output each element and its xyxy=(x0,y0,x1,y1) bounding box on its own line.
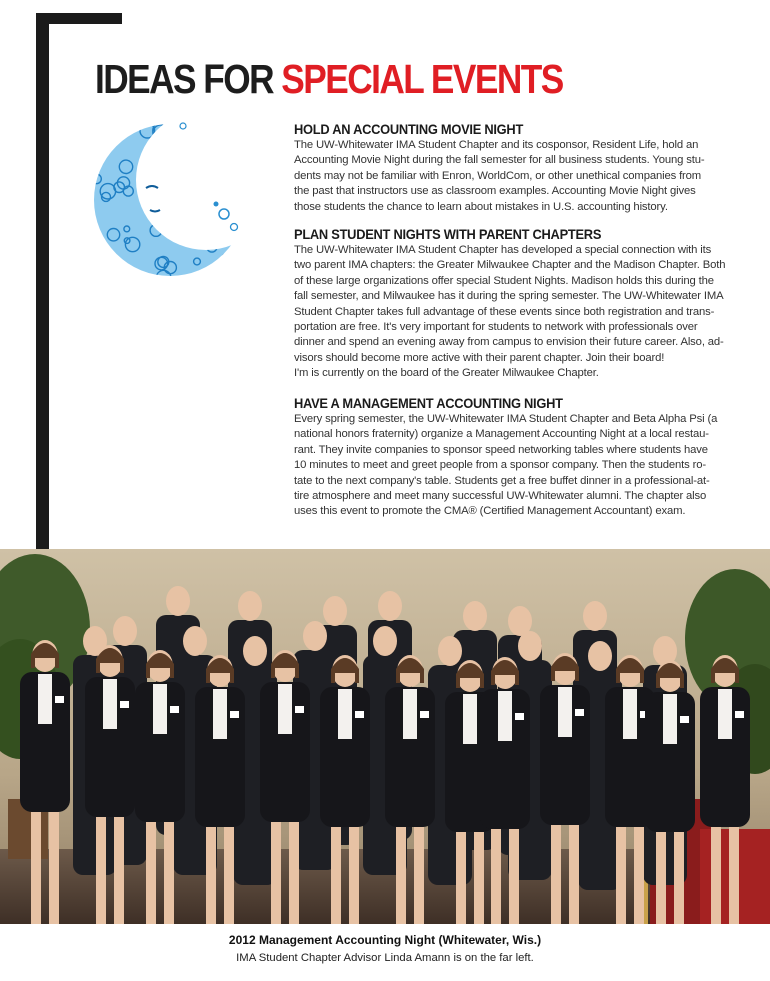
article-heading: HOLD AN ACCOUNTING MOVIE NIGHT xyxy=(294,121,524,137)
page-bracket-horizontal xyxy=(36,13,122,24)
article-student-nights xyxy=(294,226,754,382)
body-line: uses this event to promote the CMA® (Certified Management Accountant) exam. xyxy=(294,505,686,518)
article-body xyxy=(294,138,754,215)
group-photo xyxy=(0,549,770,924)
article-management-accounting-night xyxy=(294,395,754,520)
body-line: The UW-Whitewater IMA Student Chapter has developed a special connection with its xyxy=(294,244,712,256)
article-heading: HAVE A MANAGEMENT ACCOUNTING NIGHT xyxy=(294,395,563,411)
body-line: Accounting Movie Night during the fall semester for all business students. Young stu- xyxy=(294,154,705,167)
body-line: national honors fraternity) organize a Management Accounting Night at a local restau- xyxy=(294,428,709,441)
article-body xyxy=(294,243,754,382)
article-heading: PLAN STUDENT NIGHTS WITH PARENT CHAPTERS xyxy=(294,226,602,242)
body-line: The UW-Whitewater IMA Student Chapter and its cosponsor, Resident Life, hold an xyxy=(294,139,699,151)
body-line: those students the chance to learn about mistakes in U.S. accounting history. xyxy=(294,200,668,213)
body-line: dinner and spend an evening away from campus to envision their future career. Also, ad- xyxy=(294,336,724,349)
body-line: Student Chapter takes full advantage of these events since both registration and trans- xyxy=(294,305,715,318)
body-line: of these large organizations offer special Student Nights. Madison holds this during the xyxy=(294,274,714,287)
page-title xyxy=(95,56,563,102)
crescent-moon-illustration xyxy=(88,118,253,283)
title-part-1: IDEAS FOR xyxy=(95,56,282,102)
article-body xyxy=(294,412,754,520)
body-line: visors should become more active with their parent chapter. Join their board! xyxy=(294,351,665,364)
title-part-2: SPECIAL EVENTS xyxy=(281,56,563,102)
body-line: tate to the next company's table. Students get a free buffet dinner in a professional-at- xyxy=(294,474,710,487)
photo-caption-title: 2012 Management Accounting Night (Whitewater, Wis.) xyxy=(228,933,542,947)
body-line: 10 minutes to meet and greet people from a sponsor company. Then the students ro- xyxy=(294,459,706,472)
photo-caption-subtitle: IMA Student Chapter Advisor Linda Amann is on the far left. xyxy=(236,952,534,964)
body-line: tire atmosphere and meet many successful UW-Whitewater alumni. The chapter also xyxy=(294,490,707,503)
body-line: the past that instructors use as classroom examples. Accounting Movie Night gives xyxy=(294,185,696,198)
article-movie-night xyxy=(294,121,754,215)
body-line: Every spring semester, the UW-Whitewater IMA Student Chapter and Beta Alpha Psi (a xyxy=(294,413,718,425)
body-line: fall semester, and Milwaukee has it during the spring semester. The UW-Whitewater IMA xyxy=(294,290,724,303)
page-bracket-vertical xyxy=(36,13,49,551)
body-line: rant. They invite companies to sponsor speed networking tables where students have xyxy=(294,443,708,456)
body-line: dents may not be familiar with Enron, WorldCom, or other unethical companies from xyxy=(294,169,702,182)
body-line: portation are free. It's very important for students to network with professionals over xyxy=(294,321,698,334)
body-line: two parent IMA chapters: the Greater Milwaukee Chapter and the Madison Chapter. Both xyxy=(294,259,726,272)
body-line: I'm is currently on the board of the Greater Milwaukee Chapter. xyxy=(294,367,599,380)
